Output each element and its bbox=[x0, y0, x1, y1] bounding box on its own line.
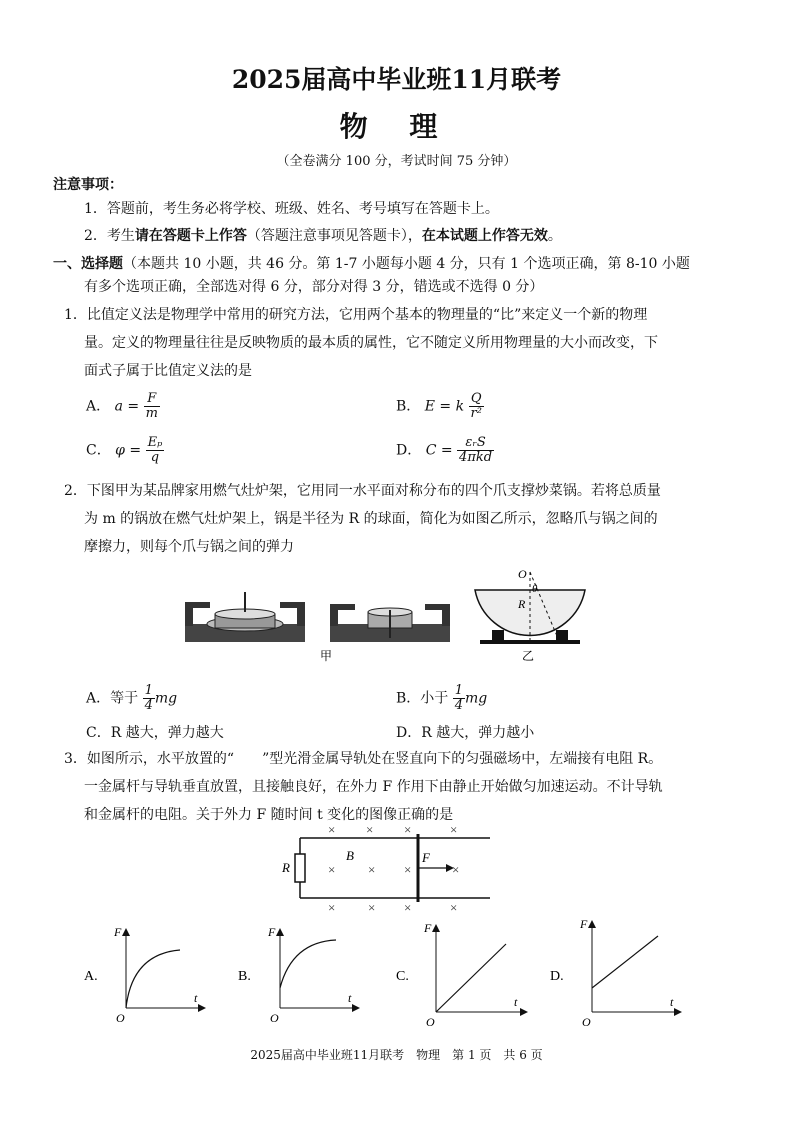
q1-line-3: 面式子属于比值定义法的是 bbox=[84, 363, 252, 379]
formula-lhs: a = bbox=[114, 398, 140, 415]
note-item-2-text-d: 在本试题上作答无效 bbox=[421, 228, 548, 244]
figure-label-o: O bbox=[518, 567, 527, 581]
gas-stove-illustration-2 bbox=[330, 604, 450, 642]
graph-label: C. bbox=[396, 969, 409, 984]
formula-lhs: φ = bbox=[115, 442, 142, 459]
subject-title: 物 理 bbox=[339, 110, 454, 143]
fraction-numerator: 1 bbox=[144, 683, 153, 698]
pot-diagram bbox=[475, 567, 585, 644]
option-label: B． bbox=[396, 690, 421, 707]
gas-stove-illustration-1 bbox=[185, 592, 305, 642]
graph-d[interactable] bbox=[550, 917, 682, 1029]
q2-line-3: 摩擦力，则每个爪与锅之间的弹力 bbox=[84, 539, 294, 555]
q3-rail-diagram bbox=[270, 820, 500, 916]
field-cross: × bbox=[404, 822, 412, 837]
option-prefix: 等于 bbox=[110, 690, 139, 707]
fraction-denominator: 4 bbox=[454, 698, 464, 713]
axis-t: t bbox=[670, 995, 674, 1009]
option-suffix: mg bbox=[465, 690, 488, 707]
graph-label: B. bbox=[238, 969, 251, 984]
graph-c[interactable] bbox=[396, 921, 528, 1029]
q2-option-c[interactable]: C．R 越大，弹力越大 bbox=[86, 725, 224, 741]
fraction bbox=[144, 392, 160, 421]
fraction bbox=[453, 684, 465, 713]
resistor bbox=[295, 854, 305, 882]
section-1-line-1 bbox=[53, 253, 690, 273]
fraction-denominator: m bbox=[145, 406, 158, 421]
field-cross: × bbox=[328, 822, 336, 837]
fraction-denominator: 4 bbox=[144, 698, 153, 713]
origin: O bbox=[270, 1011, 279, 1025]
graph-label: A. bbox=[84, 969, 98, 984]
page-footer: 2025届高中毕业班11月联考 物理 第 1 页 共 6 页 bbox=[250, 1048, 543, 1062]
label-r: R bbox=[282, 860, 290, 875]
fraction-numerator: εᵣS bbox=[457, 436, 494, 451]
axis-t: t bbox=[348, 991, 352, 1005]
formula-lhs: E = k bbox=[424, 398, 465, 415]
q1-option-c[interactable] bbox=[86, 436, 164, 465]
field-cross: × bbox=[328, 862, 336, 877]
section-1-text-1: （本题共 10 小题，共 46 分。第 1-7 小题每小题 4 分，只有 1 个选项正确，第 8-10 小题 bbox=[123, 256, 690, 272]
label-f: F bbox=[422, 850, 430, 865]
axis-f: F bbox=[424, 921, 432, 935]
q3-line-2: 一金属杆与导轨垂直放置，且接触良好，在外力 F 作用下由静止开始做匀加速运动。不计导轨 bbox=[84, 779, 663, 795]
option-label: D． bbox=[396, 442, 422, 459]
q2-option-b[interactable] bbox=[396, 684, 487, 713]
field-cross: × bbox=[452, 862, 460, 877]
fraction-numerator: Q bbox=[469, 392, 484, 407]
fraction bbox=[143, 684, 155, 713]
note-item-2-text-c: （答题注意事项见答题卡）， bbox=[246, 228, 422, 244]
option-label: A． bbox=[86, 690, 111, 707]
fraction-numerator: Eₚ bbox=[147, 435, 163, 450]
option-label: A． bbox=[86, 398, 111, 415]
field-cross: × bbox=[450, 822, 458, 837]
fraction-numerator: 1 bbox=[454, 683, 464, 698]
axis-f: F bbox=[268, 925, 276, 939]
graph-a[interactable] bbox=[84, 925, 206, 1025]
field-cross: × bbox=[328, 900, 336, 915]
q3-line-1: 3．如图所示，水平放置的“ ”型光滑金属导轨处在竖直向下的匀强磁场中，左端接有电阻 R。 bbox=[64, 751, 663, 767]
notes-heading: 注意事项： bbox=[53, 177, 123, 193]
q2-option-a[interactable] bbox=[86, 684, 177, 713]
origin: O bbox=[582, 1015, 591, 1029]
q3-answer-graphs bbox=[80, 914, 700, 1032]
axis-f: F bbox=[580, 917, 588, 931]
note-item-2-text-e: 。 bbox=[547, 228, 562, 244]
section-1-line-2: 有多个选项正确，全部选对得 6 分，部分对得 3 分，错选或不选得 0 分） bbox=[84, 279, 544, 295]
note-item-2 bbox=[84, 225, 562, 245]
fraction-denominator: q bbox=[150, 450, 160, 465]
figure-label-r: R bbox=[518, 597, 526, 611]
q1-line-2: 量。定义的物理量往往是反映物质的最本质的属性，它不随定义所用物理量的大小而改变，下 bbox=[84, 335, 658, 351]
option-prefix: 小于 bbox=[420, 690, 449, 707]
q1-option-b[interactable] bbox=[396, 392, 484, 421]
fraction-numerator: F bbox=[144, 392, 160, 407]
option-label: C． bbox=[86, 442, 111, 459]
figure-label-yi: 乙 bbox=[522, 649, 535, 663]
field-cross: × bbox=[450, 900, 458, 915]
field-cross: × bbox=[366, 822, 374, 837]
fraction bbox=[469, 392, 484, 421]
section-1-label: 一、选择题 bbox=[53, 256, 123, 272]
axis-t: t bbox=[514, 995, 518, 1009]
origin: O bbox=[426, 1015, 435, 1029]
field-cross: × bbox=[368, 900, 376, 915]
q2-line-1: 2．下图甲为某品牌家用燃气灶炉架，它用同一水平面对称分布的四个爪支撑炒菜锅。若将总质量 bbox=[64, 483, 661, 499]
fraction-denominator: r² bbox=[470, 406, 482, 421]
formula-lhs: C = bbox=[425, 442, 453, 459]
note-item-2-text-b: 请在答题卡上作答 bbox=[134, 228, 247, 244]
full-score-note: （全卷满分 100 分，考试时间 75 分钟） bbox=[276, 154, 517, 169]
field-cross: × bbox=[404, 862, 412, 877]
fraction bbox=[457, 436, 494, 465]
q1-option-d[interactable] bbox=[396, 436, 494, 465]
fraction bbox=[146, 436, 165, 465]
option-label: B． bbox=[396, 398, 421, 415]
figure-label-theta: θ bbox=[532, 583, 538, 595]
graph-b[interactable] bbox=[238, 925, 360, 1025]
note-item-2-text-a: 2．考生 bbox=[84, 228, 135, 244]
origin: O bbox=[116, 1011, 125, 1025]
q1-option-a[interactable] bbox=[86, 392, 160, 421]
axis-f: F bbox=[114, 925, 122, 939]
q3-line-3: 和金属杆的电阻。关于外力 F 随时间 t 变化的图像正确的是 bbox=[84, 807, 454, 823]
field-cross: × bbox=[404, 900, 412, 915]
axis-t: t bbox=[194, 991, 198, 1005]
graph-label: D. bbox=[550, 969, 564, 984]
label-b: B bbox=[346, 848, 354, 863]
figure-label-jia: 甲 bbox=[320, 649, 333, 663]
field-cross: × bbox=[368, 862, 376, 877]
option-suffix: mg bbox=[154, 690, 178, 707]
note-item-1: 1．答题前，考生务必将学校、班级、姓名、考号填写在答题卡上。 bbox=[84, 201, 499, 217]
q2-figure bbox=[180, 562, 600, 670]
fraction-denominator: 4πkd bbox=[459, 450, 493, 465]
q1-line-1: 1．比值定义法是物理学中常用的研究方法，它用两个基本的物理量的“比”来定义一个新的物理 bbox=[64, 307, 648, 323]
exam-title: 2025届高中毕业班11月联考 bbox=[231, 65, 562, 94]
q2-line-2: 为 m 的锅放在燃气灶炉架上，锅是半径为 R 的球面，简化为如图乙所示，忽略爪与锅之间的 bbox=[84, 511, 658, 527]
q2-option-d[interactable]: D．R 越大，弹力越小 bbox=[396, 725, 535, 741]
